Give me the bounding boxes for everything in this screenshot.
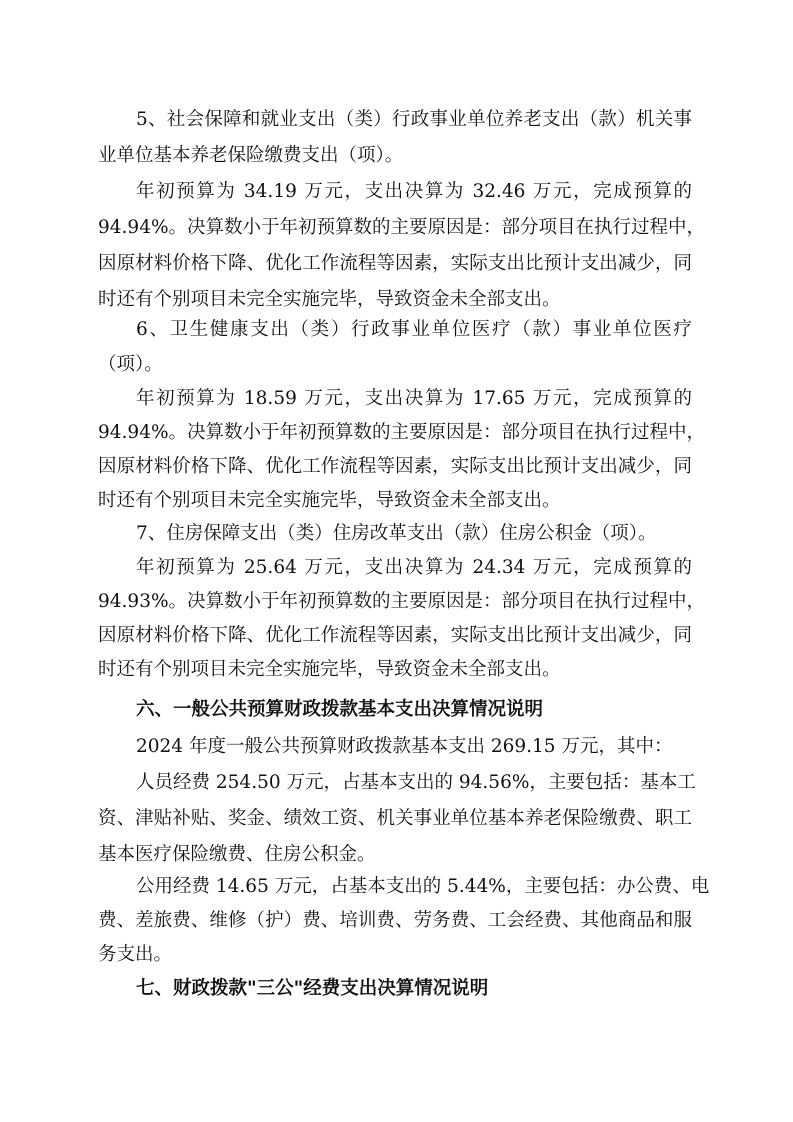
item5-body-line3: 因原材料价格下降、优化工作流程等因素，实际支出比预计支出减少，同 xyxy=(98,253,692,274)
section6-personnel-line3: 基本医疗保险缴费、住房公积金。 xyxy=(98,844,376,865)
item5-title-line1: 5、社会保障和就业支出（类）行政事业单位养老支出（款）机关事 xyxy=(136,109,692,130)
section6-public-line3: 务支出。 xyxy=(98,944,173,965)
item6-title-line1: 6、卫生健康支出（类）行政事业单位医疗（款）事业单位医疗 xyxy=(136,319,692,340)
section6-public-line1: 公用经费 14.65 万元，占基本支出的 5.44%，主要包括：办公费、电 xyxy=(136,876,710,897)
item7-body-line4: 时还有个别项目未完全实施完毕，导致资金未全部支出。 xyxy=(98,659,561,680)
item6-body-line2: 94.94%。决算数小于年初预算数的主要原因是：部分项目在执行过程中， xyxy=(98,422,706,443)
section7-heading: 七、财政拨款"三公"经费支出决算情况说明 xyxy=(136,978,489,999)
item6-body-line3: 因原材料价格下降、优化工作流程等因素，实际支出比预计支出减少，同 xyxy=(98,456,692,477)
section6-heading: 六、一般公共预算财政拨款基本支出决算情况说明 xyxy=(136,699,544,720)
item6-title-line2: （项）。 xyxy=(98,354,163,375)
item5-body-line1: 年初预算为 34.19 万元，支出决算为 32.46 万元，完成预算的 xyxy=(136,181,692,202)
item5-title-line2: 业单位基本养老保险缴费支出（项）。 xyxy=(98,145,404,166)
item5-body-line4: 时还有个别项目未完全实施完毕，导致资金未全部支出。 xyxy=(98,289,561,310)
item7-body-line3: 因原材料价格下降、优化工作流程等因素，实际支出比预计支出减少，同 xyxy=(98,625,692,646)
section6-intro: 2024 年度一般公共预算财政拨款基本支出 269.15 万元，其中： xyxy=(136,736,673,757)
item5-body-line2: 94.94%。决算数小于年初预算数的主要原因是：部分项目在执行过程中， xyxy=(98,217,706,238)
item6-body-line4: 时还有个别项目未完全实施完毕，导致资金未全部支出。 xyxy=(98,490,561,511)
section6-personnel-line2: 资、津贴补贴、奖金、绩效工资、机关事业单位基本养老保险缴费、职工 xyxy=(98,808,692,829)
item7-body-line2: 94.93%。决算数小于年初预算数的主要原因是：部分项目在执行过程中， xyxy=(98,591,706,612)
section6-public-line2: 费、差旅费、维修（护）费、培训费、劳务费、工会经费、其他商品和服 xyxy=(98,910,692,931)
item6-body-line1: 年初预算为 18.59 万元，支出决算为 17.65 万元，完成预算的 xyxy=(136,388,692,409)
item7-title-line1: 7、住房保障支出（类）住房改革支出（款）住房公积金（项）。 xyxy=(136,523,657,544)
section6-personnel-line1: 人员经费 254.50 万元，占基本支出的 94.56%，主要包括：基本工 xyxy=(136,772,696,793)
item7-body-line1: 年初预算为 25.64 万元，支出决算为 24.34 万元，完成预算的 xyxy=(136,557,692,578)
